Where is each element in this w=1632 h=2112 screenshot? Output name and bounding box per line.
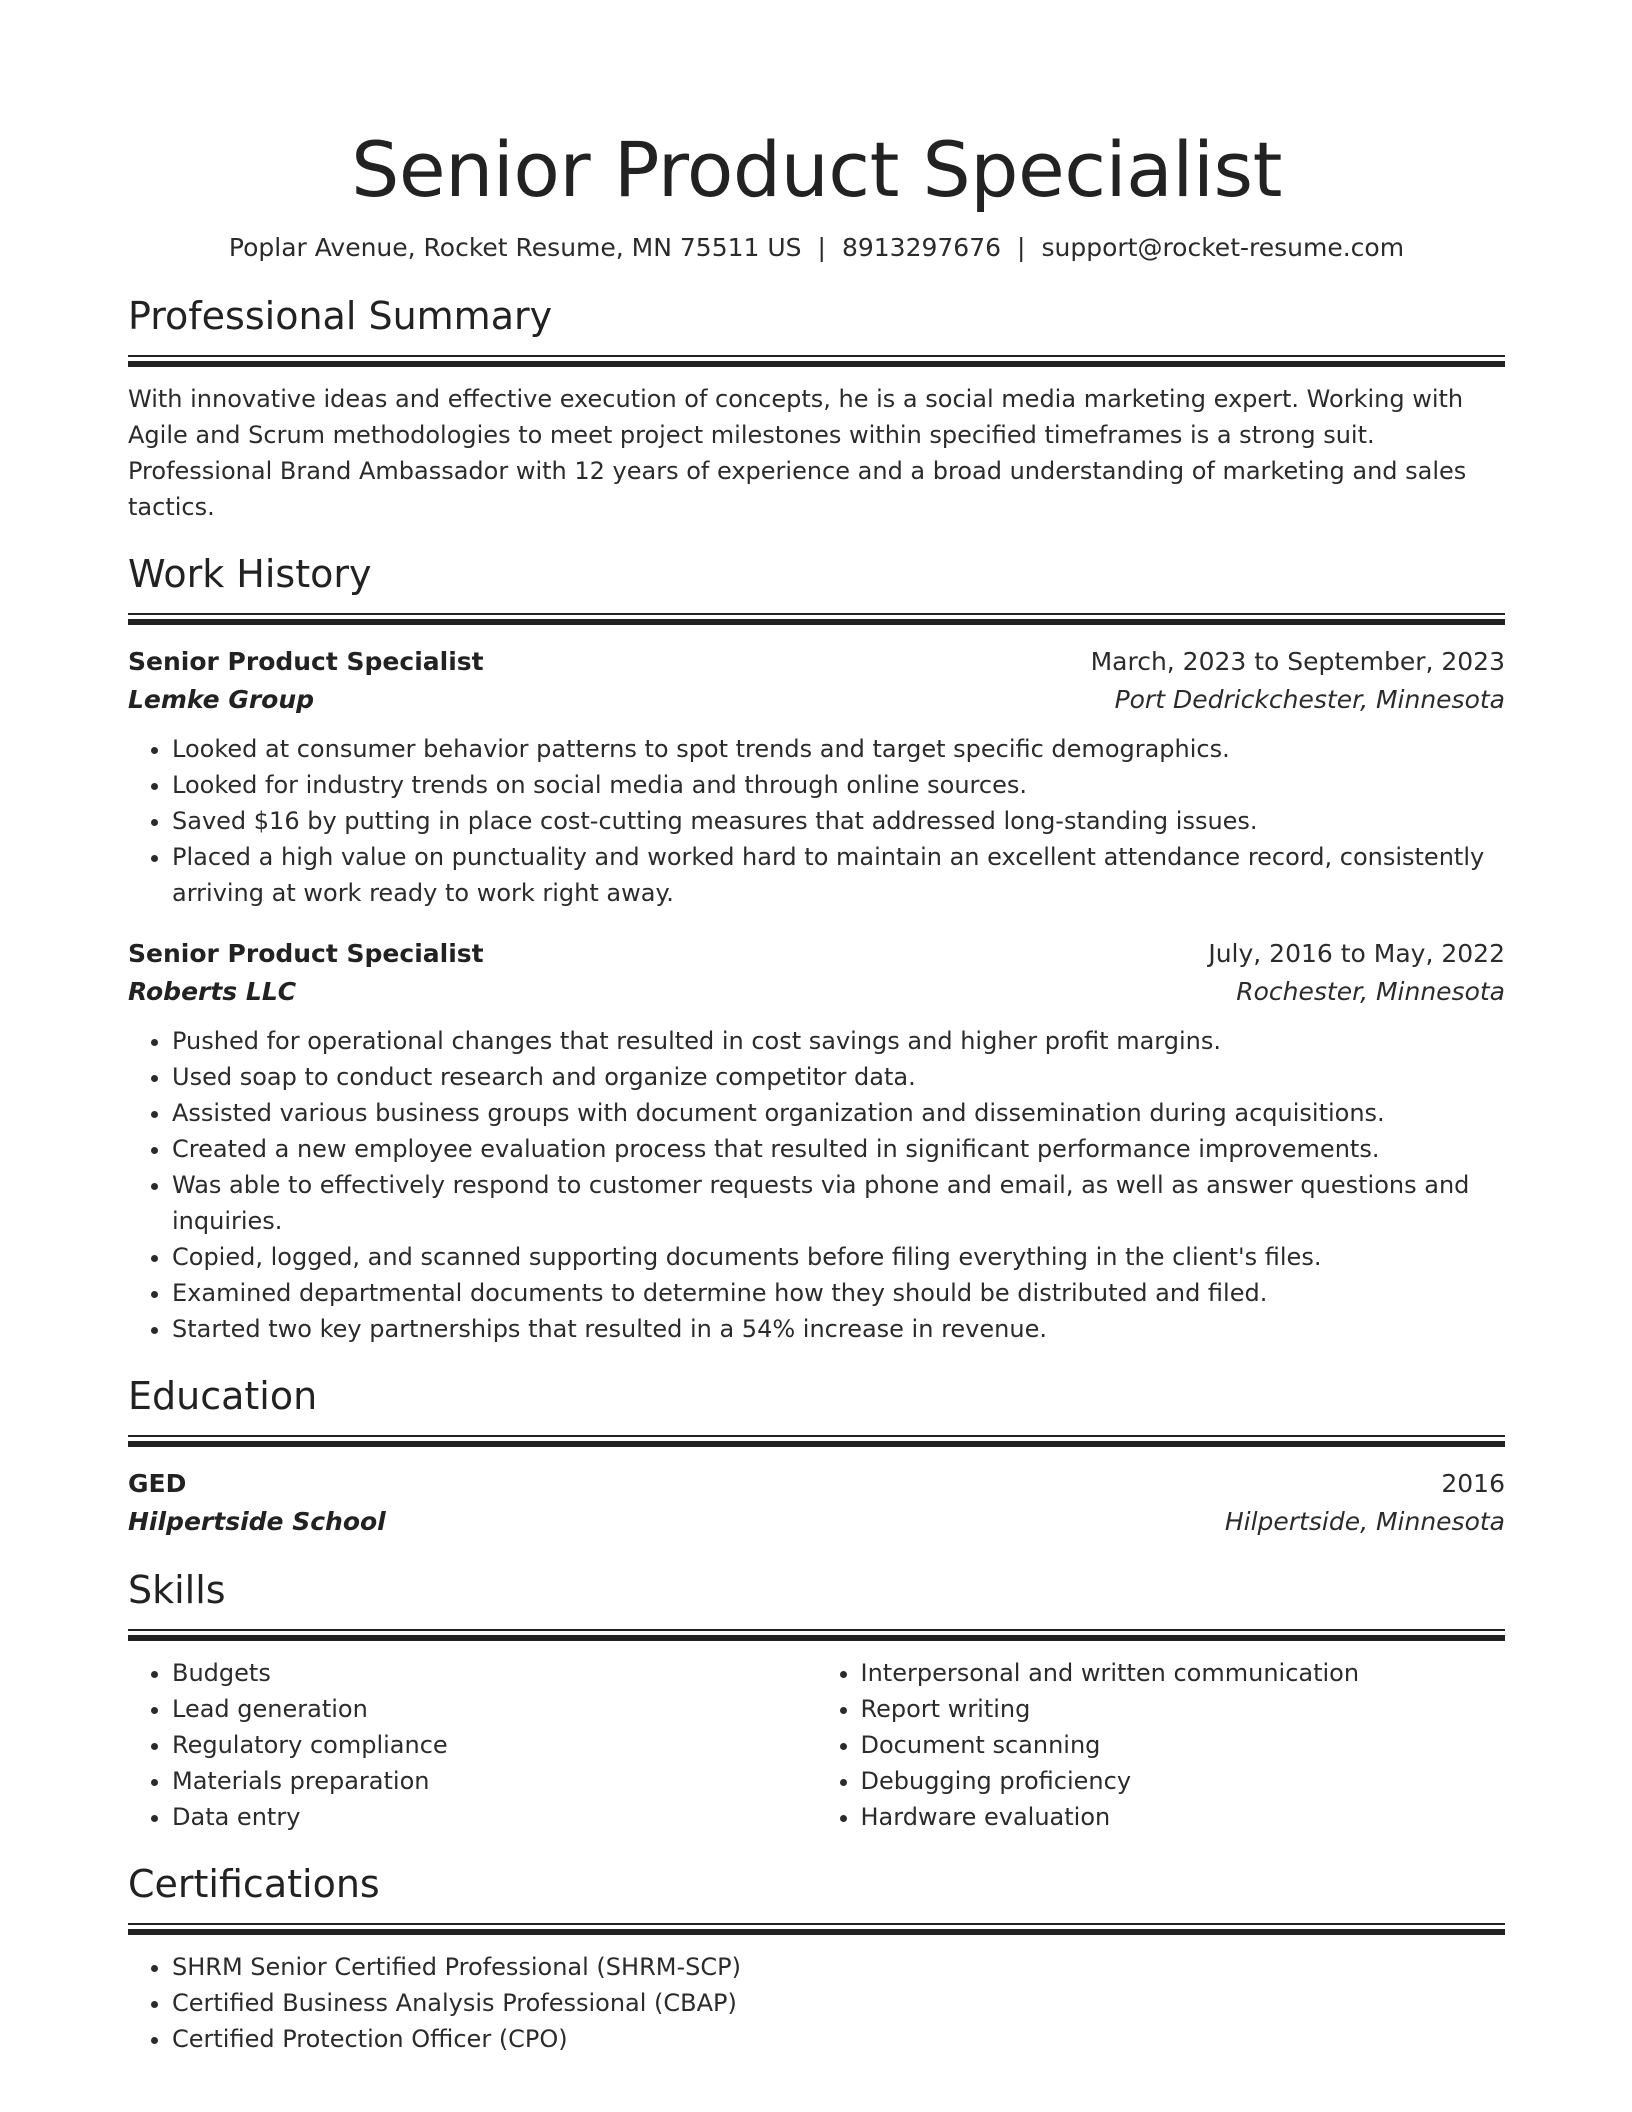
job-dates: March, 2023 to September, 2023 xyxy=(1090,647,1505,676)
job-entry xyxy=(128,935,1505,1347)
work-section xyxy=(128,549,1505,1347)
list-item: • Used soap to conduct research and organize competitor data. xyxy=(172,1059,1505,1095)
education-header-row xyxy=(128,1465,1505,1503)
job-subheader-row xyxy=(128,681,1505,719)
summary-heading: Professional Summary xyxy=(128,294,553,338)
list-item: • Placed a high value on punctuality and worked hard to maintain an excellent attendance record, consistently arriving at work ready to work right away. xyxy=(172,839,1505,911)
job-location: Rochester, Minnesota xyxy=(1236,977,1505,1006)
list-item: • Document scanning xyxy=(861,1727,1506,1763)
list-item: • Certified Protection Officer (CPO) xyxy=(172,2021,1505,2057)
list-item: • Interpersonal and written communication xyxy=(861,1655,1506,1691)
list-item: • Materials preparation xyxy=(172,1763,817,1799)
job-header-row xyxy=(128,643,1505,681)
contact-separator: | xyxy=(817,233,826,262)
resume-name: Senior Product Specialist xyxy=(351,125,1282,214)
job-title: Senior Product Specialist xyxy=(128,647,484,676)
job-title: Senior Product Specialist xyxy=(128,939,484,968)
list-item: • Pushed for operational changes that resulted in cost savings and higher profit margins. xyxy=(172,1023,1505,1059)
work-heading: Work History xyxy=(128,552,372,596)
list-item: • Looked for industry trends on social media and through online sources. xyxy=(172,767,1505,803)
section-divider xyxy=(128,355,1505,367)
section-divider xyxy=(128,1435,1505,1447)
list-item: • Examined departmental documents to determine how they should be distributed and filed. xyxy=(172,1275,1505,1311)
skills-columns xyxy=(128,1655,1505,1835)
contact-separator: | xyxy=(1017,233,1026,262)
summary-text: With innovative ideas and effective execution of concepts, he is a social media marketing expert. Working with Agile and Scrum methodologies to meet project milestones within specified timeframes is a strong suit. Professional Brand Ambassador with 12 years of experience and a broad understanding of marketing and sales tactics. xyxy=(128,385,1467,521)
skills-list-left xyxy=(128,1655,817,1835)
skills-heading: Skills xyxy=(128,1568,226,1612)
skills-list-right xyxy=(817,1655,1506,1835)
section-divider xyxy=(128,613,1505,625)
list-item: • Was able to effectively respond to customer requests via phone and email, as well as answer questions and inquiries. xyxy=(172,1167,1505,1239)
education-subheader-row xyxy=(128,1503,1505,1541)
list-item: • Regulatory compliance xyxy=(172,1727,817,1763)
skills-section xyxy=(128,1565,1505,1835)
contact-email: support@rocket-resume.com xyxy=(1041,233,1405,262)
certifications-list xyxy=(128,1949,1505,2057)
list-item: • Assisted various business groups with document organization and dissemination during acquisitions. xyxy=(172,1095,1505,1131)
certifications-section xyxy=(128,1859,1505,2057)
job-bullets xyxy=(128,1023,1505,1347)
contact-line xyxy=(128,231,1505,265)
list-item: • Report writing xyxy=(861,1691,1506,1727)
education-degree: GED xyxy=(128,1469,187,1498)
list-item: • Copied, logged, and scanned supporting documents before filing everything in the client's files. xyxy=(172,1239,1505,1275)
education-heading: Education xyxy=(128,1374,318,1418)
job-company: Roberts LLC xyxy=(128,977,297,1006)
summary-section xyxy=(128,291,1505,525)
job-bullets xyxy=(128,731,1505,911)
contact-phone: 8913297676 xyxy=(841,233,1002,262)
list-item: • SHRM Senior Certified Professional (SHRM-SCP) xyxy=(172,1949,1505,1985)
list-item: • Budgets xyxy=(172,1655,817,1691)
list-item: • Hardware evaluation xyxy=(861,1799,1506,1835)
list-item: • Looked at consumer behavior patterns to spot trends and target specific demographics. xyxy=(172,731,1505,767)
education-entry xyxy=(128,1465,1505,1541)
list-item: • Created a new employee evaluation process that resulted in significant performance improvements. xyxy=(172,1131,1505,1167)
job-subheader-row xyxy=(128,973,1505,1011)
education-school: Hilpertside School xyxy=(128,1507,386,1536)
job-location: Port Dedrickchester, Minnesota xyxy=(1114,685,1505,714)
education-year: 2016 xyxy=(1441,1469,1505,1498)
job-header-row xyxy=(128,935,1505,973)
list-item: • Saved $16 by putting in place cost-cutting measures that addressed long-standing issues. xyxy=(172,803,1505,839)
section-divider xyxy=(128,1629,1505,1641)
list-item: • Data entry xyxy=(172,1799,817,1835)
contact-address: Poplar Avenue, Rocket Resume, MN 75511 US xyxy=(228,233,802,262)
education-location: Hilpertside, Minnesota xyxy=(1224,1507,1505,1536)
job-entry xyxy=(128,643,1505,911)
list-item: • Lead generation xyxy=(172,1691,817,1727)
job-company: Lemke Group xyxy=(128,685,315,714)
job-dates: July, 2016 to May, 2022 xyxy=(1208,939,1505,968)
education-section xyxy=(128,1371,1505,1541)
certifications-heading: Certifications xyxy=(128,1862,380,1906)
list-item: • Certified Business Analysis Professional (CBAP) xyxy=(172,1985,1505,2021)
list-item: • Debugging proficiency xyxy=(861,1763,1506,1799)
list-item: • Started two key partnerships that resulted in a 54% increase in revenue. xyxy=(172,1311,1505,1347)
section-divider xyxy=(128,1923,1505,1935)
